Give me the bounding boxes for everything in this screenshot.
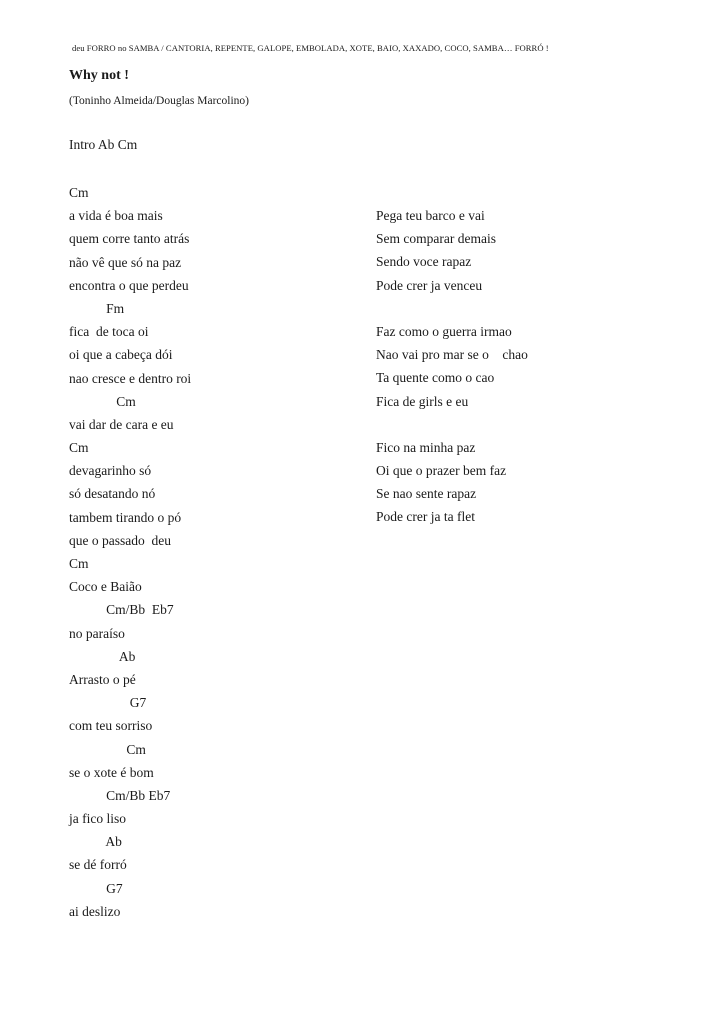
- lyric-line: Arrasto o pé: [69, 671, 136, 687]
- song-authors: (Toninho Almeida/Douglas Marcolino): [69, 95, 249, 107]
- lyric-line: Cm/Bb Eb7: [69, 787, 171, 803]
- song-title: Why not !: [69, 68, 129, 83]
- lyric-line: Cm: [69, 185, 89, 200]
- lyric-line: se o xote é bom: [69, 764, 154, 780]
- lyric-line: com teu sorriso: [69, 718, 153, 734]
- lyric-line: Pega teu barco e vai: [376, 208, 485, 223]
- lyric-line: se dé forró: [69, 857, 127, 873]
- lyric-line: nao cresce e dentro roi: [69, 370, 192, 386]
- lyric-line: Ab: [69, 834, 122, 850]
- lyric-line: Ab: [69, 648, 136, 664]
- stanza-break: [376, 413, 528, 436]
- lyric-line: G7: [69, 880, 123, 896]
- lyric-line: Pode crer ja ta flet: [376, 509, 475, 525]
- lyric-line: encontra o que perdeu: [69, 277, 189, 293]
- lyric-line: oi que a cabeça dói: [69, 347, 173, 363]
- lyric-line: Cm: [69, 741, 146, 757]
- lyric-line: G7: [69, 695, 147, 711]
- lyric-line: Fm: [69, 300, 125, 316]
- stanza-break: [376, 297, 528, 320]
- lyric-line: Nao vai pro mar se o chao: [376, 347, 528, 363]
- lyric-line: ai deslizo: [69, 903, 121, 919]
- lyric-line: só desatando nó: [69, 486, 156, 502]
- lyric-line: Cm: [69, 393, 136, 409]
- lyric-line: Cm: [69, 440, 89, 456]
- lyric-line: Coco e Baião: [69, 579, 142, 595]
- lyric-line: no paraíso: [69, 625, 125, 641]
- lyric-line: a vida é boa mais: [69, 208, 163, 224]
- lyric-line: que o passado deu: [69, 532, 171, 548]
- lyric-line: vai dar de cara e eu: [69, 416, 174, 432]
- lyric-line: Pode crer ja venceu: [376, 277, 483, 293]
- lyric-line: tambem tirando o pó: [69, 509, 182, 525]
- lyric-line: Sendo voce rapaz: [376, 254, 472, 270]
- lyrics-left-column: [69, 181, 191, 923]
- lyric-line: não vê que só na paz: [69, 254, 182, 270]
- lyric-line: quem corre tanto atrás: [69, 231, 190, 247]
- lyric-line: Oi que o prazer bem faz: [376, 463, 507, 479]
- lyric-line: ja fico liso: [69, 811, 126, 827]
- lyric-line: Sem comparar demais: [376, 231, 496, 247]
- lyric-line: Ta quente como o cao: [376, 370, 495, 386]
- lyric-line: Fica de girls e eu: [376, 393, 469, 409]
- lyric-line: Se nao sente rapaz: [376, 486, 477, 502]
- intro-chords: Intro Ab Cm: [69, 137, 138, 152]
- lyric-line: Fico na minha paz: [376, 439, 476, 455]
- lyric-line: Cm: [69, 556, 89, 571]
- lyric-line: fica de toca oi: [69, 324, 149, 340]
- lyric-line: devagarinho só: [69, 463, 152, 479]
- lyrics-right-column: [376, 204, 528, 529]
- lyric-line: Faz como o guerra irmao: [376, 323, 512, 339]
- page-header: deu FORRO no SAMBA / CANTORIA, REPENTE, GALOPE, EMBOLADA, XOTE, BAIO, XAXADO, COCO, SAMBA… FORRÓ !: [72, 43, 549, 53]
- lyric-line: Cm/Bb Eb7: [69, 602, 174, 618]
